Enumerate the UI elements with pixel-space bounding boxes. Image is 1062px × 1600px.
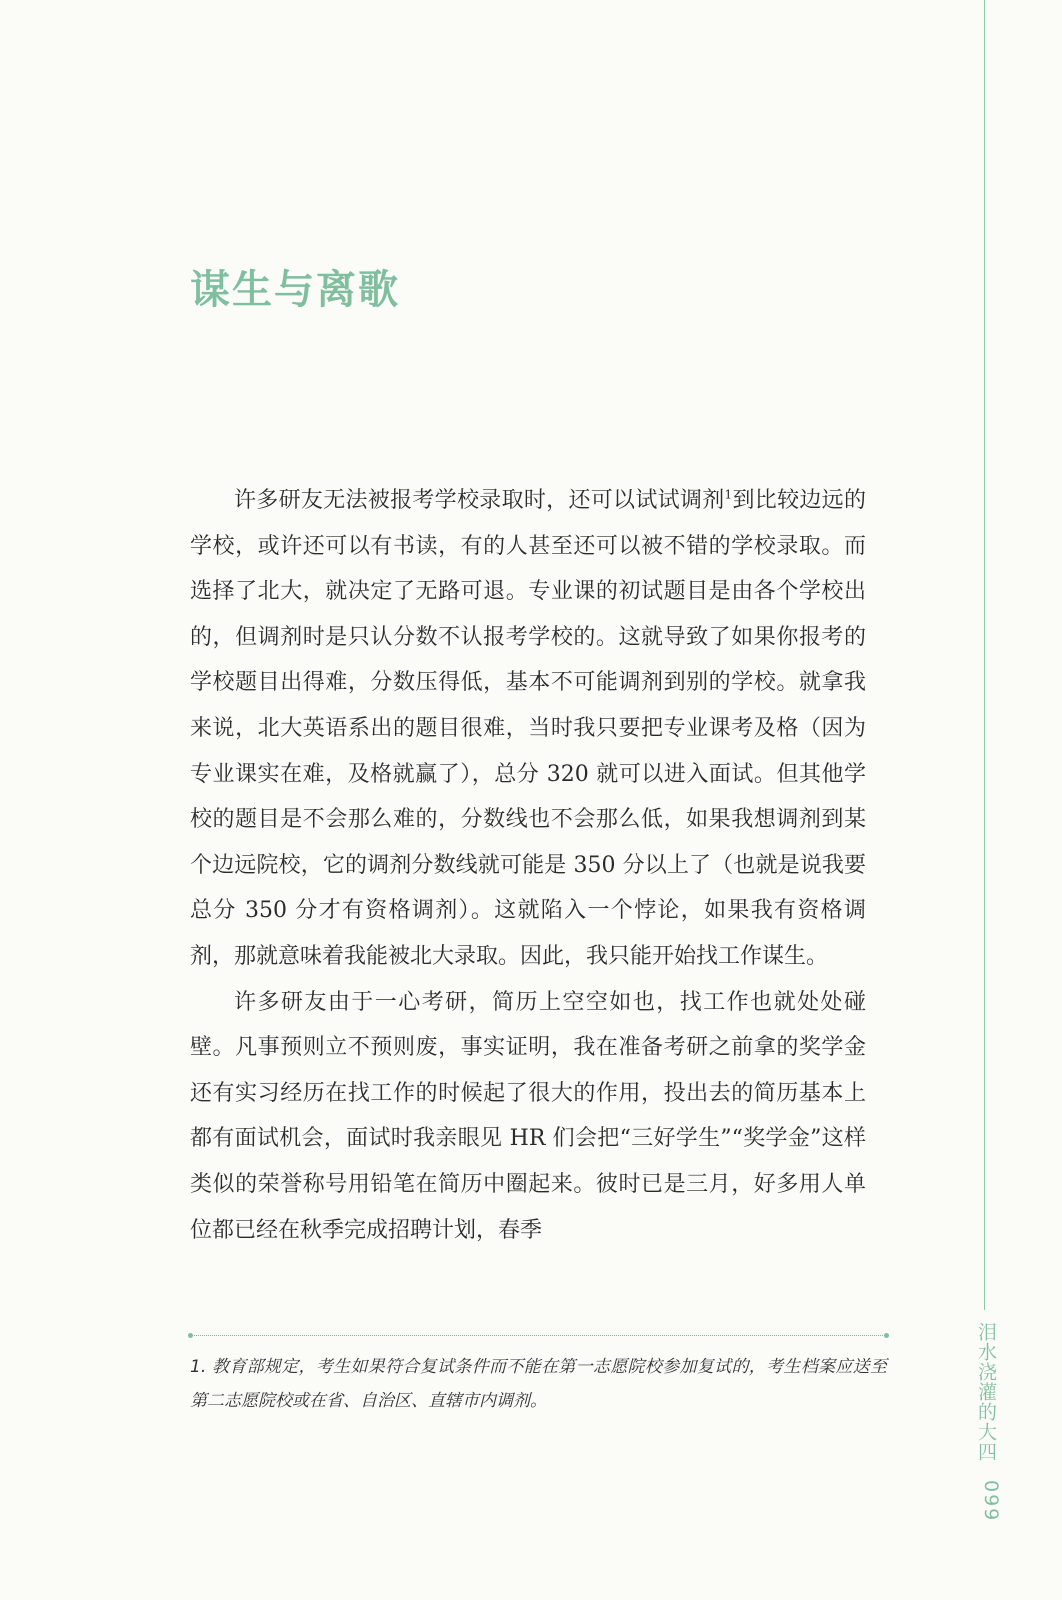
paragraph-1-rest: 到比较边远的学校，或许还可以有书读，有的人甚至还可以被不错的学校录取。而选择了北大，就决定了无路可退。专业课的初试题目是由各个学校出的，但调剂时是只认分数不认报考学校的。这就导致了如果你报考的学校题目出得难，分数压得低，基本不可能调剂到别的学校。就拿我来说，北大英语系出的题目很难，当时我只要把专业课考及格（因为专业课实在难，及格就赢了），总分 320 就可以进入面试。但其他学校的题目是不会那么难的，分数线也不会那么低，如果我想调剂到某个边远院校，它的调剂分数线就可能是 350 分以上了（也就是说我要总分 350 分才有资格调剂）。这就陷入一个悖论，如果我有资格调剂，那就意味着我能被北大录取。因此，我只能开始找工作谋生。: [190, 488, 866, 969]
page-number: 099: [980, 1480, 1002, 1523]
chapter-title: 谋生与离歌: [190, 267, 400, 313]
running-head: 泪水浇灌的大四: [975, 1322, 997, 1462]
footnote-reference[interactable]: 1: [724, 487, 733, 502]
paragraph-2: 许多研友由于一心考研，简历上空空如也，找工作也就处处碰壁。凡事预则立不预则废，事实证明，我在准备考研之前拿的奖学金还有实习经历在找工作的时候起了很大的作用，投出去的简历基本上都有面试机会，面试时我亲眼见 HR 们会把“三好学生”“奖学金”这样类似的荣誉称号用铅笔在简历中圈起来。彼时已是三月，好多用人单位都已经在秋季完成招聘计划，春季: [190, 989, 866, 1243]
margin-rule: [984, 0, 985, 1310]
paragraph-1: [190, 478, 866, 980]
body-text: [190, 478, 866, 1253]
paragraph-1-start: 许多研友无法被报考学校录取时，还可以试试调剂: [234, 488, 725, 513]
footnote: 1. 教育部规定，考生如果符合复试条件而不能在第一志愿院校参加复试的，考生档案应送至第二志愿院校或在省、自治区、直辖市内调剂。: [190, 1357, 887, 1411]
footnote-divider: [190, 1335, 887, 1336]
